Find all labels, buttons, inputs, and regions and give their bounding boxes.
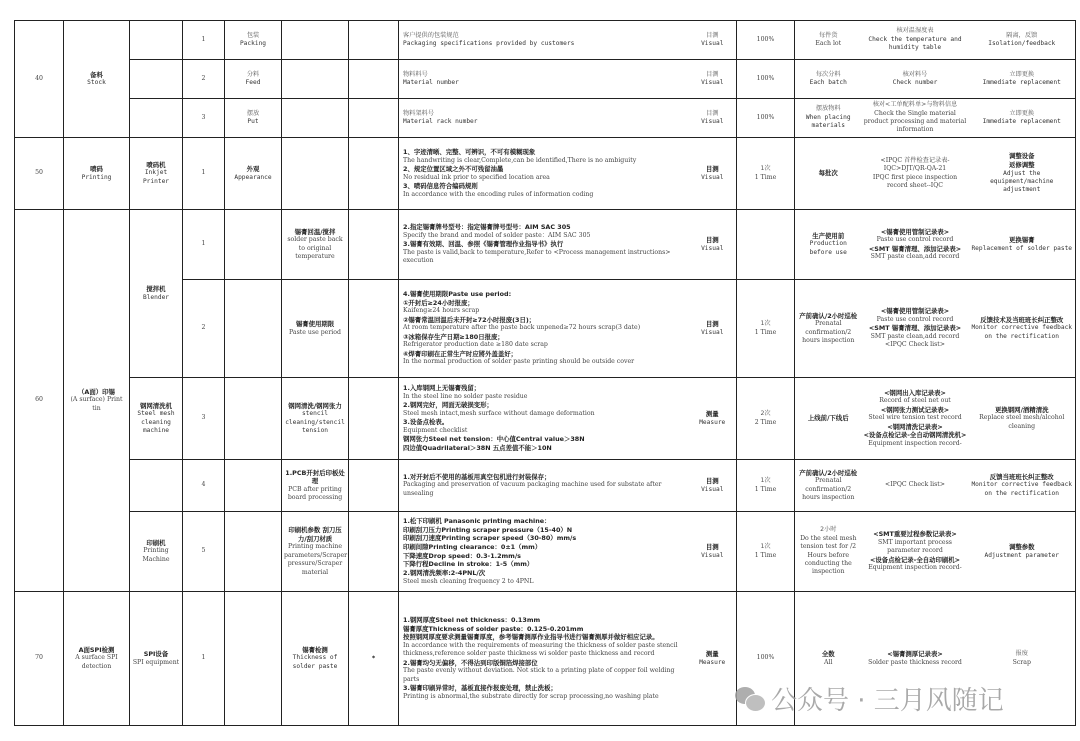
method-cell: 目测 Visual (689, 99, 737, 138)
product-item (282, 99, 349, 138)
process-name: （A面）印锡 (A surface) Print tin (64, 210, 130, 592)
check-item (225, 592, 282, 726)
machine-cell: 钢网清洗机 Steel mesh cleaning machine (130, 378, 183, 460)
method-cell: 目测 Visual (689, 138, 737, 210)
control-method: 摆放物料 When placing materials (795, 99, 862, 138)
item-number: 1 (183, 592, 225, 726)
item-number: 1 (183, 138, 225, 210)
table-row (15, 138, 1076, 210)
record-cell: <IPQC Check list> (862, 460, 969, 512)
special-char (349, 138, 399, 210)
method-cell: 目测 Visual (689, 21, 737, 60)
machine-cell (130, 60, 183, 99)
wechat-icon (735, 687, 765, 711)
step-number: 70 (15, 592, 64, 726)
check-item: 包装 Packing (225, 21, 282, 60)
process-name: 备料 Stock (64, 21, 130, 138)
machine-cell (130, 21, 183, 60)
product-item: 锡膏检测 Thickness of solder paste (282, 592, 349, 726)
check-item (225, 378, 282, 460)
check-item: 外观 Appearance (225, 138, 282, 210)
method-cell: 测量 Measure (689, 592, 737, 726)
item-number: 2 (183, 280, 225, 378)
process-name: 喷码 Printing (64, 138, 130, 210)
control-method: 上线前/下线后 (795, 378, 862, 460)
method-cell: 目测 Visual (689, 460, 737, 512)
product-item: 1.PCB开封后印板处理 PCB after priting board processing (282, 460, 349, 512)
table-row (15, 512, 1076, 592)
item-number: 5 (183, 512, 225, 592)
reaction-plan: 立即更换 Immediate replacement (969, 99, 1076, 138)
special-char (349, 378, 399, 460)
process-name: A面SPI检测 A surface SPI detection (64, 592, 130, 726)
item-number: 2 (183, 60, 225, 99)
record-cell: <IPQC 首件检查记录表-IQC>DJT/QR-QA-21 IPQC first piece inspection record sheet--IQC (862, 138, 969, 210)
product-item (282, 138, 349, 210)
reaction-plan: 隔离，反馈 Isolation/feedback (969, 21, 1076, 60)
method-cell: 目测 Visual (689, 60, 737, 99)
method-cell: 目测 Visual (689, 210, 737, 280)
control-method: 全数 All (795, 592, 862, 726)
step-number: 60 (15, 210, 64, 592)
record-cell: <锡膏测厚记录表> Solder paste thickness record (862, 592, 969, 726)
frequency-cell: 1次 1 Time (737, 138, 795, 210)
record-cell: <锡膏使用管制记录表> Paste use control record <SMT 锡膏清理、添加记录表> SMT paste clean,add record (862, 210, 969, 280)
spec-cell: 客户提供的包装规范 Packaging specifications provided by customers (399, 21, 689, 60)
frequency-cell: 100% (737, 21, 795, 60)
special-char (349, 21, 399, 60)
record-cell: <钢网出入库记录表> Record of steel net out <钢网张力测试记录表> Steel wire tension test record <钢网清洗记录表> <设备点检记录-全自动钢网清洗机> Equipment inspection record- (862, 378, 969, 460)
machine-cell (130, 99, 183, 138)
machine-cell: 印刷机 Printing Machine (130, 512, 183, 592)
frequency-cell: 100% (737, 592, 795, 726)
reaction-plan: 立即更换 Immediate replacement (969, 60, 1076, 99)
product-item: 锡膏回温/搅拌 solder paste back to original temperature (282, 210, 349, 280)
check-item (225, 210, 282, 280)
reaction-plan: 反馈当班班长纠正整改 Monitor corrective feedback on the rectification (969, 460, 1076, 512)
method-cell: 目测 Visual (689, 512, 737, 592)
record-cell: 核对温湿度表 Check the temperature and humidity table (862, 21, 969, 60)
control-plan-table (14, 20, 1076, 726)
table-row (15, 21, 1076, 60)
special-char (349, 512, 399, 592)
check-item (225, 460, 282, 512)
spec-cell: 1.松下印刷机 Panasonic printing machine： 印刷刮刀压力Printing scraper pressure（15-40）N 印刷刮刀速度Printing scraper speed（30-80）mm/s 印刷间隙Printing clearance：0±1（mm） 下降速度Drop speed：0.3-1.2mm/s 下降行程Decline in stroke：1-5（mm） 2.钢网清洗频率:2-4PNL/次 Steel mesh cleaning frequency 2 to 4PNL (399, 512, 689, 592)
frequency-cell: 100% (737, 99, 795, 138)
reaction-plan: 反馈技术及当班班长纠正整改 Monitor corrective feedback on the rectification (969, 280, 1076, 378)
reaction-plan: 更换锡膏 Replacement of solder paste (969, 210, 1076, 280)
product-item: 印刷机参数 刮刀压力/刮刀材质 Printing machine parameters/Scraper pressure/Scraper material (282, 512, 349, 592)
spec-cell: 1.钢网厚度Steel net thickness：0.13mm 锡膏厚度Thickness of solder paste：0.125-0.201mm 按照钢网厚度要求测量锡膏厚度，参考锡膏测厚作业指导书进行锡膏测厚并做好相应记录。 In accordance with the requirements of measuring the thickness of solder paste stencil thickness,reference solder paste thickness wi solder paste thickness and record 2.锡膏均匀无偏移，不得沾到印版铜箔焊接部位 The paste evenly without deviation. Not stick to a printing plate of copper foil welding parts 3.锡膏印刷异常时，基板直接作报废处理，禁止洗板； Printing is abnormal,the substrate directly for scrap processing,no washing plate (399, 592, 689, 726)
frequency-cell: 1次 1 Time (737, 512, 795, 592)
frequency-cell: 2次 2 Time (737, 378, 795, 460)
item-number: 3 (183, 378, 225, 460)
special-char (349, 280, 399, 378)
check-item (225, 512, 282, 592)
control-method: 每件货 Each lot (795, 21, 862, 60)
product-item (282, 21, 349, 60)
spec-cell: 1.入库钢网上无锡膏残留； In the steel line no solder paste residue 2.钢网完好，网面无破损变形； Steel mesh intact,mesh surface without damage deformation 3.设备点检表。 Equipment checklist 钢网张力Steel net tension：中心值Central value＞38N 四边值Quadrilateral＞38N 五点差值不能＞10N (399, 378, 689, 460)
record-cell: 核对<工单配料单>与物料信息 Check the Single material product processing and material information (862, 99, 969, 138)
machine-cell: 喷码机 Inkjet Printer (130, 138, 183, 210)
special-char (349, 99, 399, 138)
item-number: 1 (183, 21, 225, 60)
method-cell: 目测 Visual (689, 280, 737, 378)
check-item: 摆放 Put (225, 99, 282, 138)
spec-cell: 1.对开封后不使用的基板用真空包机进行封装保存； Packaging and preservation of vacuum packaging machine used for substate after unsealing (399, 460, 689, 512)
table-row (15, 99, 1076, 138)
product-item: 锡膏使用期限 Paste use period (282, 280, 349, 378)
spec-cell: 物料架料号 Material rack number (399, 99, 689, 138)
control-method: 产前确认/2小时巡检 Prenatal confirmation/2 hours inspection (795, 460, 862, 512)
product-item: 钢网清洗/钢网张力 stencil cleaning/stencil tension (282, 378, 349, 460)
table-row (15, 378, 1076, 460)
special-char (349, 460, 399, 512)
machine-cell (130, 460, 183, 512)
record-cell: <锡膏使用管制记录表> Paste use control record <SMT 锡膏清理、添加记录表> SMT paste clean,add record <IPQC Check list> (862, 280, 969, 378)
record-cell: 核对料号 Check number (862, 60, 969, 99)
spec-cell: 4.锡膏使用期限Paste use period: ①开封后≥24小时报废； Kaifeng≥24 hours scrap ②锡膏常温回温后未开封≥72小时报废(3日)； At room temperature after the paste back unpened≥72 hours scrap(3 date) ③冰箱保存生产日期≥180日报废； Refrigerator production date ≥180 date scrap ④焊膏印刷在正常生产时应將外盖盖好； In the normal production of solder paste printing should be outside cover (399, 280, 689, 378)
check-item (225, 280, 282, 378)
frequency-cell: 1次 1 Time (737, 460, 795, 512)
control-method: 每次分料 Each batch (795, 60, 862, 99)
table-row (15, 210, 1076, 280)
record-cell: <SMT重要过程参数记录表> SMT important process parameter record <设备点检记录-全自动印刷机> Equipment inspection record- (862, 512, 969, 592)
table-row (15, 60, 1076, 99)
step-number: 50 (15, 138, 64, 210)
machine-cell: SPI设备 SPI equipment (130, 592, 183, 726)
reaction-plan: 报废 Scrap (969, 592, 1076, 726)
table-row (15, 460, 1076, 512)
spec-cell: 1、字迹清晰、完整、可辨识，不可有模糊现象 The handwriting is clear,Complete,can be identified,There is no ambiguity 2、规定位置区域之外不可残留油墨 No residual ink prior to specified location area 3、喷码信息符合编码规则 In accordance with the encoding rules of information coding (399, 138, 689, 210)
method-cell: 测量 Measure (689, 378, 737, 460)
item-number: 1 (183, 210, 225, 280)
watermark (735, 680, 1004, 717)
check-item: 分料 Feed (225, 60, 282, 99)
reaction-plan: 更换钢网/酒精清洗 Replace steel mesh/alcohol cleaning (969, 378, 1076, 460)
item-number: 4 (183, 460, 225, 512)
control-plan-page (14, 20, 1075, 720)
control-method: 2小时 Do the steel mesh tension test for /2 Hours before conducting the inspection (795, 512, 862, 592)
spec-cell: 物料料号 Material number (399, 60, 689, 99)
reaction-plan: 调整设备 返修调整 Adjust the equipment/machine adjustment (969, 138, 1076, 210)
special-char: * (349, 592, 399, 726)
machine-cell: 搅拌机 Blender (130, 210, 183, 378)
frequency-cell (737, 210, 795, 280)
step-number: 40 (15, 21, 64, 138)
reaction-plan: 调整参数 Adjustment parameter (969, 512, 1076, 592)
spec-cell: 2.指定锡膏牌号型号：指定锡膏牌号型号：AIM SAC 305 Specify the brand and model of solder paste：AIM SAC 305 3.锡膏有效期、回温、参照《锡膏管理作业指导书》执行 The paste is valid,back to temperature,Refer to <Process management instructions> execution (399, 210, 689, 280)
product-item (282, 60, 349, 99)
control-method: 每批次 (795, 138, 862, 210)
special-char (349, 60, 399, 99)
special-char (349, 210, 399, 280)
control-method: 产前确认/2小时巡检 Prenatal confirmation/2 hours inspection (795, 280, 862, 378)
control-method: 生产使用前 Production before use (795, 210, 862, 280)
frequency-cell: 100% (737, 60, 795, 99)
watermark-text: 公众号 · 三月风随记 (771, 686, 1004, 716)
frequency-cell: 1次 1 Time (737, 280, 795, 378)
item-number: 3 (183, 99, 225, 138)
